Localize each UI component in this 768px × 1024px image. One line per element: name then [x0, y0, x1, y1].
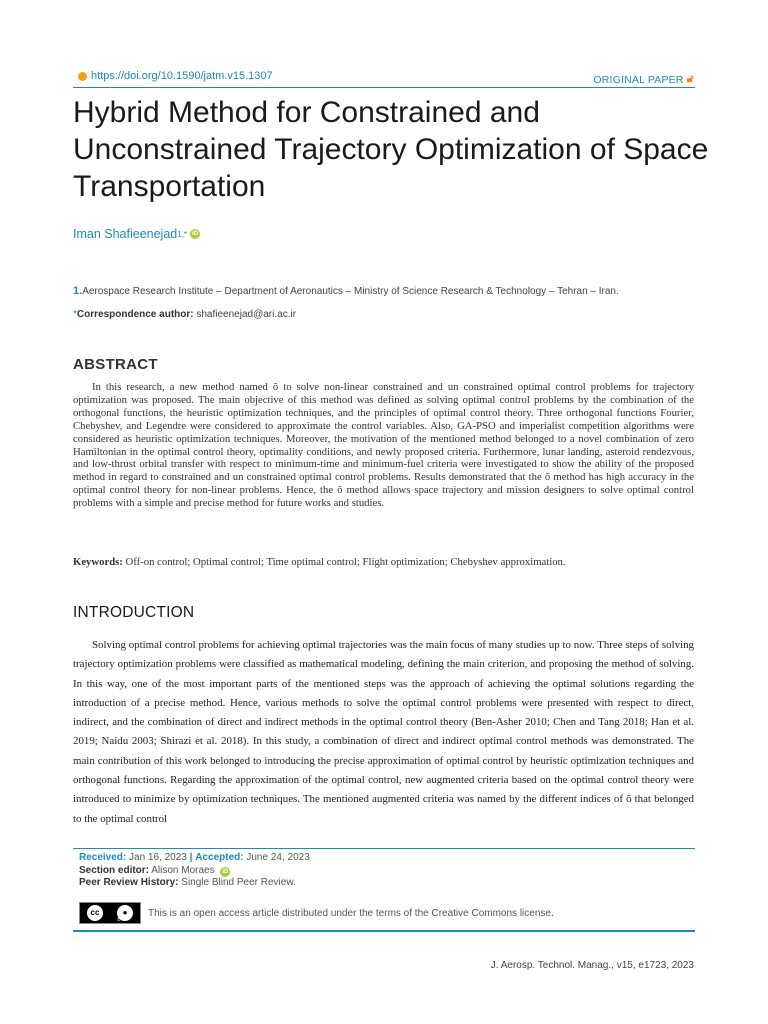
review-row [79, 877, 310, 890]
header-divider [73, 87, 695, 88]
author-name[interactable]: Iman Shafieenejad [73, 227, 178, 241]
meta-divider [73, 848, 695, 849]
footer-divider [73, 930, 695, 932]
accepted-date: June 24, 2023 [246, 852, 310, 863]
cc-license-badge[interactable] [79, 902, 141, 924]
introduction-heading: INTRODUCTION [73, 604, 195, 621]
affiliation-number: 1. [73, 285, 83, 297]
keywords [73, 556, 694, 568]
article-meta [79, 852, 310, 890]
paper-title: Hybrid Method for Constrained and Unconstrained Trajectory Optimization of Space Transportation [73, 96, 709, 203]
correspondence-label: Correspondence author: [76, 309, 194, 320]
doi-icon [78, 72, 87, 81]
correspondence [73, 309, 296, 320]
license-text: This is an open access article distributed under the terms of the Creative Commons license. [148, 908, 554, 919]
accepted-label: Accepted: [195, 852, 244, 863]
keywords-text: Off-on control; Optimal control; Time optimal control; Flight optimization; Chebyshev approximation. [125, 556, 566, 568]
editor-row [79, 865, 310, 878]
date-separator: | [189, 852, 193, 863]
editor-name: Alison Moraes [151, 864, 215, 876]
keywords-label: Keywords: [73, 556, 123, 568]
dates-row [79, 852, 310, 865]
correspondence-star: * [73, 309, 77, 320]
journal-citation: J. Aerosp. Technol. Manag., v15, e1723, 2023 [490, 960, 694, 971]
cc-icon: cc [87, 905, 103, 921]
doi-link[interactable] [78, 70, 273, 82]
author-sup: 1,* [177, 229, 188, 239]
by-person-icon: ● [117, 905, 133, 921]
received-label: Received: [79, 852, 127, 863]
received-date: Jan 16, 2023 [129, 852, 187, 863]
affiliation-text: Aerospace Research Institute – Department of Aeronautics – Ministry of Science Research & Technology – Tehran – Iran. [82, 286, 619, 297]
affiliation [73, 285, 619, 297]
editor-orcid-icon[interactable]: iD [222, 868, 229, 875]
abstract-text: In this research, a new method named õ to solve non-linear constrained and un constrained optimal control problems for trajectory optimization was proposed. The main objective of this method was defined as solving optimal control problems by the combination of the orthogonal functions, the heuristic optimization techniques, and the principles of optimal control theory. Three orthogonal functions Fourier, Chebyshev, and Legendre were considered to approximate the control variables. Also, GA-PSO and imperialist competition algorithms were considered as heuristic optimization techniques. Moreover, the motivation of the mentioned method belonged to a novel combination of zero Hamiltonian in the optimal control theory, optimality conditions, and newly proposed criteria. Furthermore, lunar landing, asteroid rendezvous, and low-thrust orbital transfer with respect to minimum-time and minimum-fuel criteria were investigated to show the ability of the proposed method in regard to constrained and un constrained optimal control problems. Results demonstrated that the õ method has high accuracy in the optimal control theory for non-linear problems. Hence, the õ method allows space trajectory and mission designers to solve optimal control problems with a simple and precise method for future works and studies. [73, 381, 694, 510]
paper-type [593, 73, 694, 86]
doi-text[interactable]: https://doi.org/10.1590/jatm.v15.1307 [91, 70, 273, 82]
paper-type-label: ORIGINAL PAPER [593, 73, 684, 86]
by-label: BY [117, 917, 124, 923]
orcid-icon[interactable]: iD [192, 231, 199, 237]
author[interactable] [73, 227, 200, 241]
open-access-icon: 🔓︎ [686, 73, 694, 85]
review-text: Single Blind Peer Review. [181, 877, 296, 888]
abstract-heading: ABSTRACT [73, 356, 158, 373]
correspondence-email[interactable]: shafieenejad@ari.ac.ir [196, 309, 297, 320]
review-label: Peer Review History: [79, 877, 179, 888]
editor-label: Section editor: [79, 864, 150, 876]
introduction-text: Solving optimal control problems for achieving optimal trajectories was the main focus of many studies up to now. Three steps of solving trajectory optimization problems were classified as mathematical modeling, defining the main criterion, and proposing the method of solving. In this way, one of the most important parts of the mentioned steps was the approach of achieving the optimal solutions regarding the introduction of a precise method. Hence, various methods to solve the optimal control problems were presented with respect to direct, indirect, and the combination of direct and indirect methods in the optimal control theory (Ben-Asher 2010; Chen and Tang 2018; Han et al. 2019; Naidu 2003; Shirazi et al. 2018). In this study, a combination of direct and indirect optimal control methods was demonstrated. The main contribution of this work belonged to introducing the precise approximation of optimal control by heuristic optimization techniques and orthogonal functions. Regarding the approximation of the optimal control, new augmented criteria based on the optimal control theory were introduced to minimize by optimization techniques. The mentioned augmented criteria was named by the different indices of õ that belonged to the optimal control [73, 639, 694, 825]
